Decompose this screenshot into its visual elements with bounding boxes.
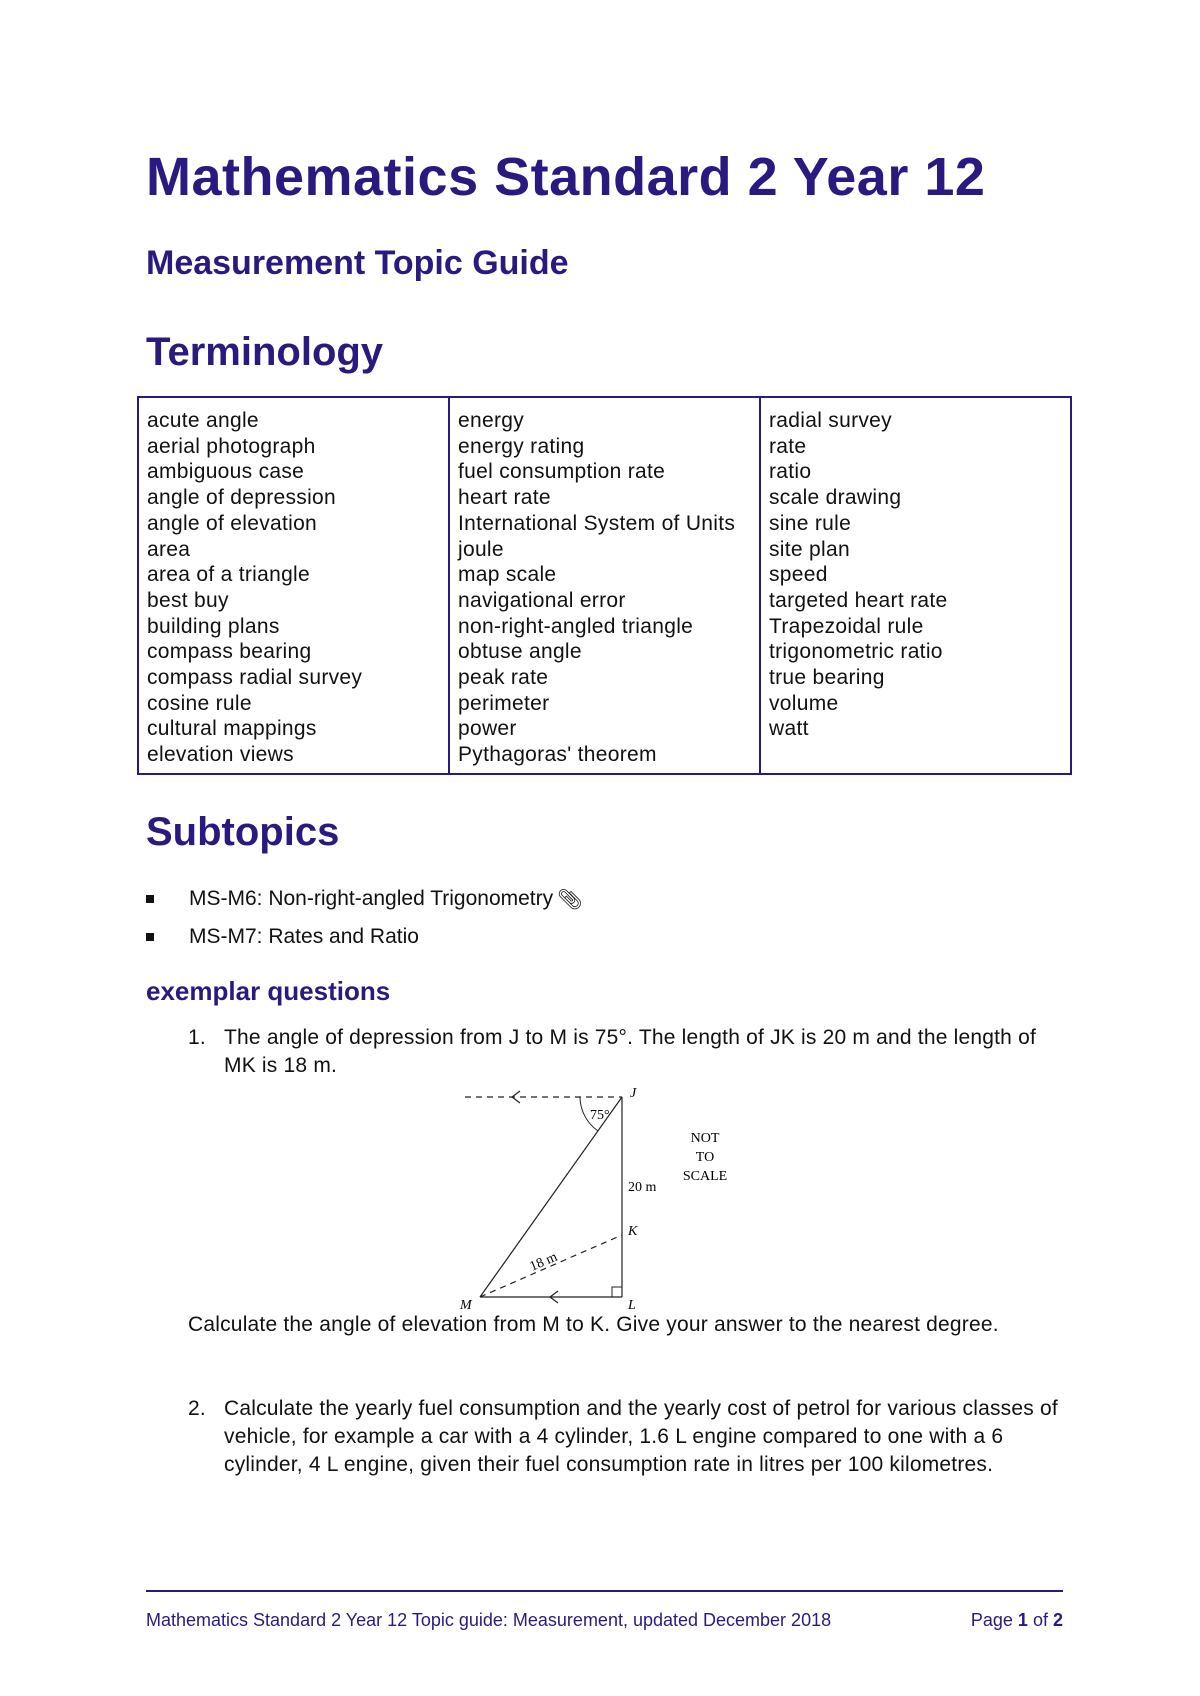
term-item: map scale: [458, 563, 557, 587]
subtopic-item[interactable]: [146, 880, 583, 918]
term-item: scale drawing: [769, 486, 902, 510]
terminology-heading: Terminology: [146, 330, 384, 374]
term-item: true bearing: [769, 666, 885, 690]
not-to-scale-note: SCALE: [682, 1169, 728, 1184]
term-item: building plans: [147, 614, 280, 638]
term-item: heart rate: [458, 486, 551, 510]
page-subtitle: Measurement Topic Guide: [146, 244, 569, 282]
subtopics-heading: Subtopics: [146, 810, 340, 854]
term-item: perimeter: [458, 691, 550, 715]
term-item: speed: [769, 563, 828, 587]
term-item: International System of Units: [458, 511, 736, 535]
terminology-table: [137, 396, 1072, 775]
footer-text: Mathematics Standard 2 Year 12 Topic guide: Measurement, updated December 2018: [146, 1610, 832, 1630]
page-title: Mathematics Standard 2 Year 12: [146, 147, 986, 207]
question-2: [188, 1395, 1068, 1479]
question-number: 1.: [188, 1026, 206, 1049]
term-item: angle of elevation: [147, 511, 318, 535]
term-item: aerial photograph: [147, 434, 316, 458]
term-item: radial survey: [769, 409, 892, 432]
terminology-column-2: [448, 398, 759, 773]
exemplar-heading: exemplar questions: [146, 976, 391, 1006]
not-to-scale-note: TO: [695, 1150, 715, 1165]
paperclip-icon[interactable]: 📎︎: [557, 888, 583, 911]
term-item: obtuse angle: [458, 640, 582, 664]
term-item: fuel consumption rate: [458, 460, 666, 484]
term-item: site plan: [769, 537, 850, 561]
term-item: ratio: [769, 460, 812, 484]
term-item: elevation views: [147, 743, 294, 767]
vertex-m: M: [460, 1298, 472, 1313]
subtopic-label[interactable]: MS-M6: Non-right-angled Trigonometry: [189, 887, 554, 910]
term-item: compass radial survey: [147, 666, 363, 690]
question-text: The angle of depression from J to M is 75°. The length of JK is 20 m and the length of MK is 18 m.: [224, 1026, 1036, 1077]
terminology-column-3: [759, 398, 1070, 773]
term-item: energy: [458, 409, 525, 432]
angle-label: 75°: [590, 1108, 610, 1123]
triangle-diagram: [450, 1085, 770, 1315]
term-item: trigonometric ratio: [769, 640, 943, 664]
jk-label: 20 m: [628, 1180, 657, 1195]
term-item: Trapezoidal rule: [769, 614, 924, 638]
term-item: acute angle: [147, 409, 259, 432]
term-item: angle of depression: [147, 486, 336, 510]
term-item: rate: [769, 434, 807, 458]
question-number: 2.: [188, 1397, 206, 1420]
term-item: cosine rule: [147, 691, 252, 715]
term-item: volume: [769, 691, 839, 715]
vertex-j: J: [630, 1086, 637, 1101]
term-item: energy rating: [458, 434, 585, 458]
term-item: non-right-angled triangle: [458, 614, 694, 638]
subtopic-label[interactable]: MS-M7: Rates and Ratio: [189, 925, 419, 948]
footer-divider: [146, 1590, 1063, 1592]
term-item: ambiguous case: [147, 460, 305, 484]
question-1: [188, 1024, 1068, 1080]
subtopics-list: [146, 880, 583, 956]
term-item: area of a triangle: [147, 563, 311, 587]
terminology-column-1: [139, 398, 448, 773]
right-angle-icon: [612, 1287, 622, 1297]
term-item: cultural mappings: [147, 717, 317, 741]
term-item: area: [147, 537, 191, 561]
page-label: Page: [970, 1610, 1013, 1630]
not-to-scale-note: NOT: [690, 1131, 720, 1146]
page-total: 2: [1052, 1610, 1063, 1630]
bullet-icon: [146, 895, 154, 903]
page-of: of: [1032, 1610, 1048, 1630]
page-number: [971, 1610, 1063, 1631]
mk-label: 18 m: [527, 1249, 560, 1275]
term-item: targeted heart rate: [769, 588, 948, 612]
vertex-l: L: [628, 1298, 636, 1313]
term-item: navigational error: [458, 588, 626, 612]
term-item: Pythagoras' theorem: [458, 743, 657, 767]
term-item: power: [458, 717, 517, 741]
question-1-followup: Calculate the angle of elevation from M to K. Give your answer to the nearest degree.: [188, 1313, 999, 1336]
term-item: watt: [769, 717, 809, 741]
term-item: sine rule: [769, 511, 852, 535]
question-text: Calculate the yearly fuel consumption and the yearly cost of petrol for various classes of vehicle, for example a car with a 4 cylinder, 1.6 L engine compared to one with a 6 cylinder, 4 L engine, given their fuel consumption rate in litres per 100 kilometres.: [224, 1397, 1058, 1476]
vertex-k: K: [628, 1224, 638, 1239]
bullet-icon: [146, 933, 154, 941]
subtopic-item[interactable]: [146, 918, 583, 956]
page-current: 1: [1017, 1610, 1028, 1630]
term-item: compass bearing: [147, 640, 312, 664]
term-item: joule: [458, 537, 504, 561]
term-item: best buy: [147, 588, 229, 612]
term-item: peak rate: [458, 666, 549, 690]
